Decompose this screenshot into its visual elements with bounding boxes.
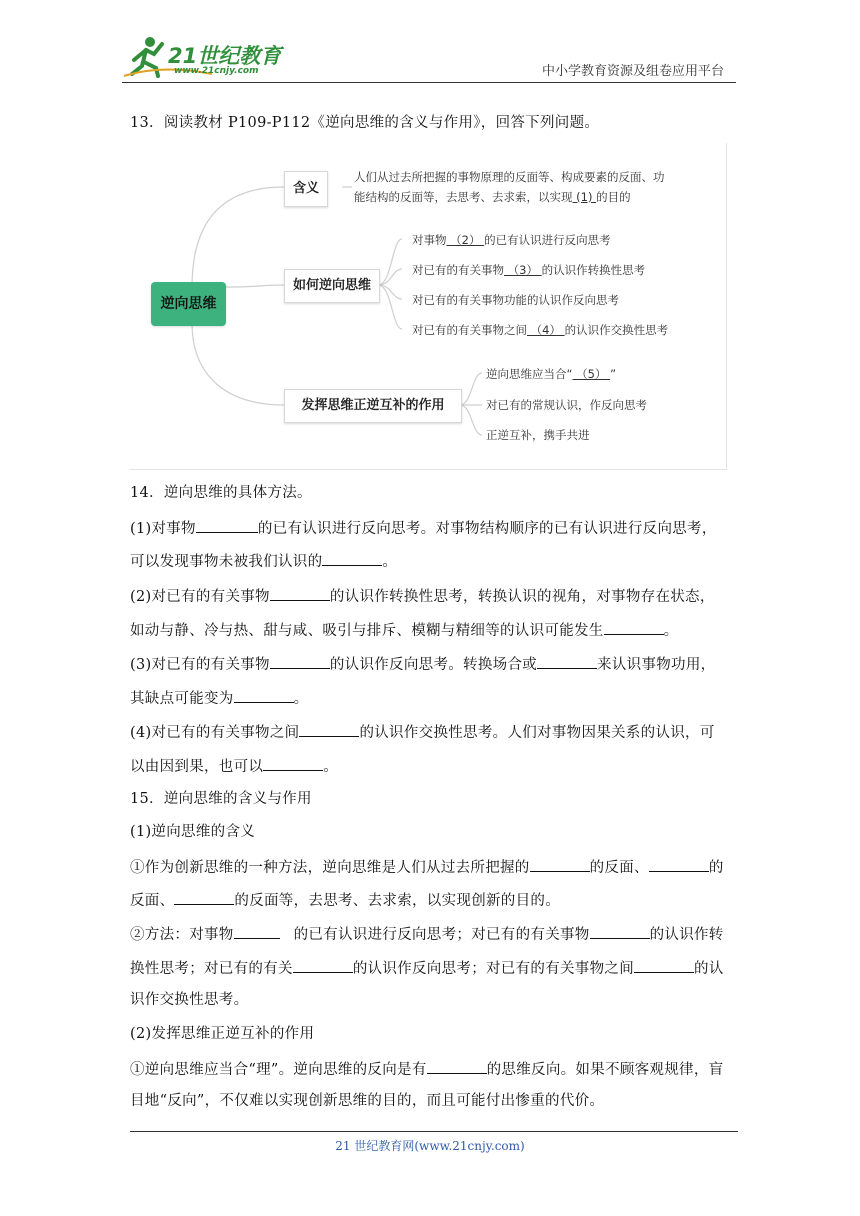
meaning-line-2: 能结构的反面等，去思考、去求索，以实现 (1) 的目的 [354,190,631,204]
logo-url: www.21cnjy.com [174,66,259,76]
q15-c1-line2: 反面、 的反面等，去思考、去求索，以实现创新的目的。 [130,889,560,911]
role-item-2: 对已有的常规认识，作反向思考 [486,398,647,412]
role-item-1: 逆向思维应当合“ （5） ” [486,367,617,381]
meaning-line-1: 人们从过去所把握的事物原理的反面等、构成要素的反面、功 [354,170,665,184]
branch-role-label: 发挥思维正逆互补的作用 [284,389,462,423]
q15-c2-line3: 识作交换性思考。 [130,992,249,1008]
q14-p3-line1: (3)对已有的有关事物 的认识作反向思考。转换场合或 来认识事物功用， [130,653,715,675]
q13-text: 13．阅读教材 P109-P112《逆向思维的含义与作用》，回答下列问题。 [130,115,600,131]
how-item-4: 对已有的有关事物之间 （4） 的认识作交换性思考 [412,323,669,337]
logo-text: 21世纪教育 [168,44,282,68]
site-logo [122,30,292,80]
q14-p4-line1: (4)对已有的有关事物之间 的认识作交换性思考。人们对事物因果关系的认识，可 [130,721,715,743]
q14-p4-line2: 以由因到果，也可以 。 [130,755,338,777]
q15-section-1: (1)逆向思维的含义 [130,824,256,840]
branch-how-label: 如何逆向思维 [284,269,380,303]
footer-divider [130,1131,738,1132]
q15-c1-line1: ①作为创新思维的一种方法，逆向思维是人们从过去所把握的 的反面、 的 [130,856,724,878]
q15-c3-line1: ①逆向思维应当合“理”。逆向思维的反向是有 的思维反向。如果不顾客观规律，盲 [130,1058,723,1080]
header-divider [122,82,736,83]
mind-map-root: 逆向思维 [151,282,226,326]
q15-section-2: (2)发挥思维正逆互补的作用 [130,1026,315,1042]
how-item-3: 对已有的有关事物功能的认识作反向思考 [412,293,619,307]
q14-p2-line1: (2)对已有的有关事物 的认识作转换性思考，转换认识的视角，对事物存在状态， [130,585,715,607]
footer-link[interactable]: 21 世纪教育网(www.21cnjy.com) [335,1139,525,1153]
header-platform-text: 中小学教育资源及组卷应用平台 [541,64,724,79]
q15-c3-line2: 目地“反向”，不仅难以实现创新思维的目的，而且可能付出惨重的代价。 [130,1093,605,1109]
blank-1: (1) [572,190,597,204]
q15-c2-line1: ②方法：对事物 的已有认识进行反向思考；对已有的有关事物 的认识作转 [130,923,724,945]
how-item-2: 对已有的有关事物 （3） 的认识作转换性思考 [412,263,646,277]
mind-map [130,143,727,470]
q14-p2-line2: 如动与静、冷与热、甜与咸、吸引与排斥、模糊与精细等的认识可能发生 。 [130,619,678,641]
q14-p1-line2: 可以发现事物未被我们认识的 。 [130,550,397,572]
q14-p1-line1: (1)对事物 的已有认识进行反向思考。对事物结构顺序的已有认识进行反向思考， [130,517,717,539]
how-item-1: 对事物 （2） 的已有认识进行反向思考 [412,233,611,247]
q15-title: 15．逆向思维的含义与作用 [130,791,312,807]
role-item-3: 正逆互补，携手共进 [486,428,590,442]
q14-p3-line2: 其缺点可能变为 。 [130,687,308,709]
q15-c2-line2: 换性思考；对已有的有关 的认识作反向思考；对已有的有关事物之间 的认 [130,957,724,979]
branch-meaning-label: 含义 [284,171,328,207]
q14-title: 14．逆向思维的具体方法。 [130,485,312,501]
